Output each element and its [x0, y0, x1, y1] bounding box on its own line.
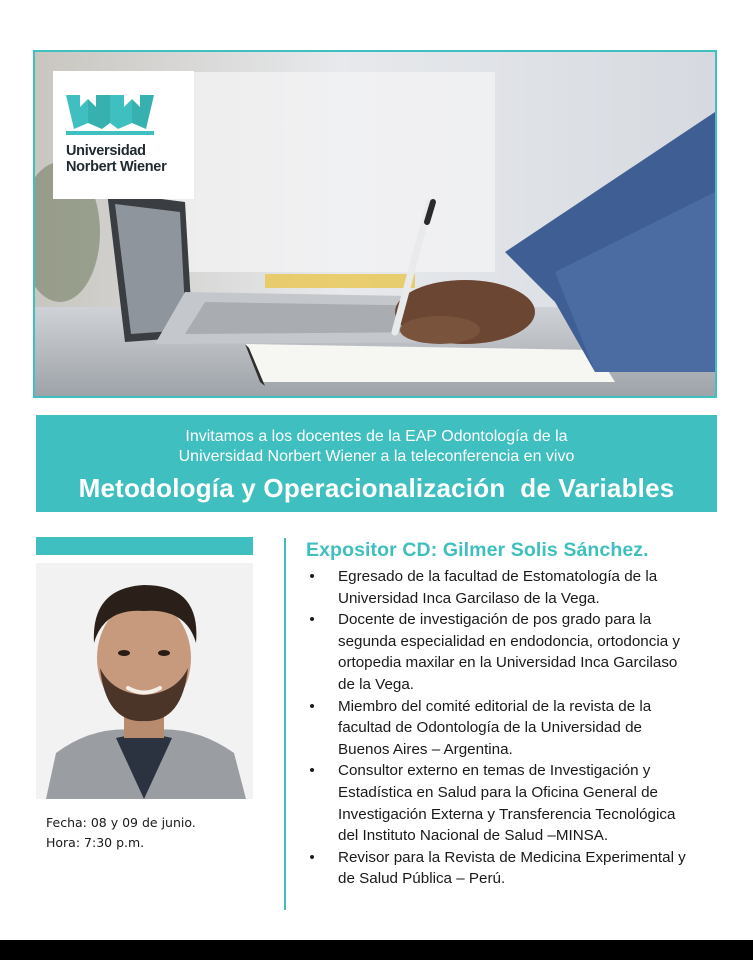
event-info — [46, 813, 196, 853]
credential-line: segunda especialidad en endodoncia, ortodoncia y — [338, 632, 680, 650]
credential-line: Revisor para la Revista de Medicina Experimental y — [338, 848, 686, 866]
invitation-line2: Universidad Norbert Wiener a la teleconferencia en vivo — [178, 448, 575, 465]
logo-name-line1: Universidad — [66, 143, 146, 159]
list-item — [306, 609, 726, 695]
credential-line: de la Vega. — [338, 675, 415, 693]
bullet-icon: • — [309, 848, 315, 866]
credential-line: del Instituto Nacional de Salud –MINSA. — [338, 827, 609, 845]
list-item — [306, 847, 726, 890]
credential-line: Buenos Aires – Argentina. — [338, 740, 513, 758]
credential-line: Estadística en Salud para la Oficina General de — [338, 783, 658, 801]
event-date: Fecha: 08 y 09 de junio. — [46, 815, 196, 830]
credential-line: Investigación Externa y Transferencia Tecnológica — [338, 805, 676, 823]
invitation-banner — [36, 415, 717, 512]
speaker-credentials-list — [306, 566, 726, 890]
credential-line: Egresado de la facultad de Estomatología de la — [338, 568, 658, 585]
wiener-logo-mark-icon — [66, 93, 154, 137]
footer-bar — [0, 940, 753, 960]
event-time: Hora: 7:30 p.m. — [46, 835, 145, 850]
bullet-icon: • — [309, 568, 315, 585]
speaker-heading: Expositor CD: Gilmer Solis Sánchez. — [306, 539, 649, 561]
credential-line: facultad de Odontología de la Universidad de — [338, 719, 642, 737]
conference-title: Metodología y Operacionalización de Variables — [78, 473, 675, 503]
credential-line: ortopedia maxilar en la Universidad Inca Garcilaso — [338, 654, 678, 672]
university-logo — [53, 71, 194, 199]
credential-line: de Salud Pública – Perú. — [338, 870, 506, 888]
column-divider — [284, 538, 286, 910]
list-item — [306, 696, 726, 761]
speaker-photo — [36, 563, 253, 799]
speaker-portrait — [36, 563, 253, 799]
list-item — [306, 760, 726, 846]
credential-line: Consultor externo en temas de Investigación y — [338, 762, 651, 780]
bullet-icon: • — [309, 762, 315, 780]
bullet-icon: • — [309, 697, 315, 715]
bullet-icon: • — [309, 611, 315, 629]
credential-line: Miembro del comité editorial de la revista de la — [338, 697, 652, 715]
credential-line: Docente de investigación de pos grado para la — [338, 611, 652, 629]
invitation-line1: Invitamos a los docentes de la EAP Odontología de la — [185, 428, 568, 445]
credential-line: Universidad Inca Garcilaso de la Vega. — [338, 589, 600, 607]
list-item — [306, 566, 726, 609]
photo-accent-band — [36, 537, 253, 555]
logo-name-line2: Norbert Wiener — [66, 159, 167, 175]
